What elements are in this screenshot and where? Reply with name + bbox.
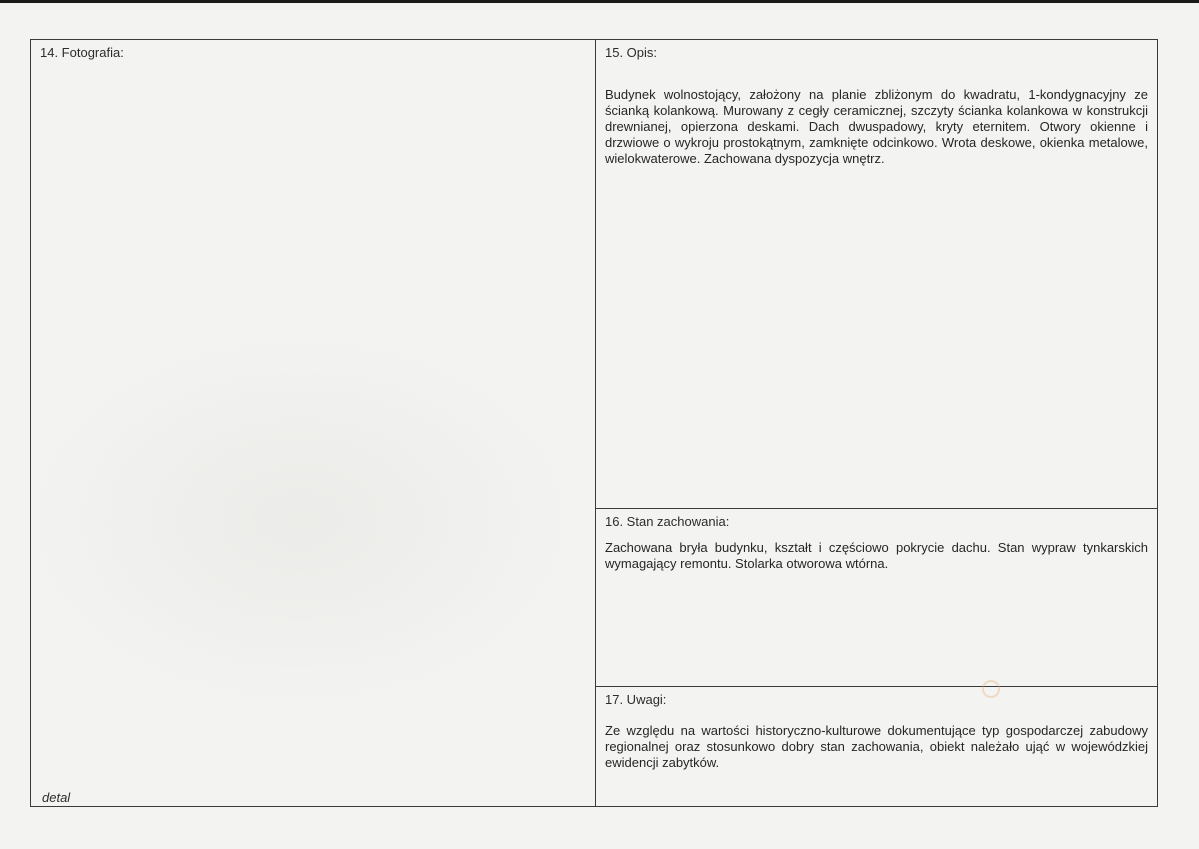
photo-section-label: 14. Fotografia: [40, 45, 124, 60]
description-section [596, 40, 1157, 509]
photo-caption: detal [42, 790, 71, 805]
page-top-edge [0, 0, 1199, 3]
condition-section [596, 509, 1157, 687]
condition-section-label: 16. Stan zachowania: [605, 514, 730, 529]
description-section-label: 15. Opis: [605, 45, 658, 60]
remarks-section [596, 687, 1157, 806]
paper-stain [982, 680, 1000, 698]
remarks-section-label: 17. Uwagi: [605, 692, 667, 707]
condition-text: Zachowana bryła budynku, kształt i częściowo pokrycie dachu. Stan wypraw tynkarskich wymagający remontu. Stolarka otworowa wtórna. [605, 540, 1148, 571]
description-text: Budynek wolnostojący, założony na planie zbliżonym do kwadratu, 1-kondygnacyjny ze ścianką kolankową. Murowany z cegły ceramicznej, szczyty ścianka kolankowa w konstrukcji drewnianej, opierzona deskami. Dach dwuspadowy, kryty eternitem. Otwory okienne i drzwiowe o wykroju prostokątnym, zamknięte odcinkowo. Wrota deskowe, okienka metalowe, wielokwaterowe. Zachowana dyspozycja wnętrz. [605, 87, 1148, 166]
remarks-text: Ze względu na wartości historyczno-kulturowe dokumentujące typ gospodarczej zabudowy regionalnej oraz stosunkowo dobry stan zachowania, obiekt należało ująć w wojewódzkiej ewidencji zabytków. [605, 723, 1148, 770]
photo-section [31, 40, 596, 806]
